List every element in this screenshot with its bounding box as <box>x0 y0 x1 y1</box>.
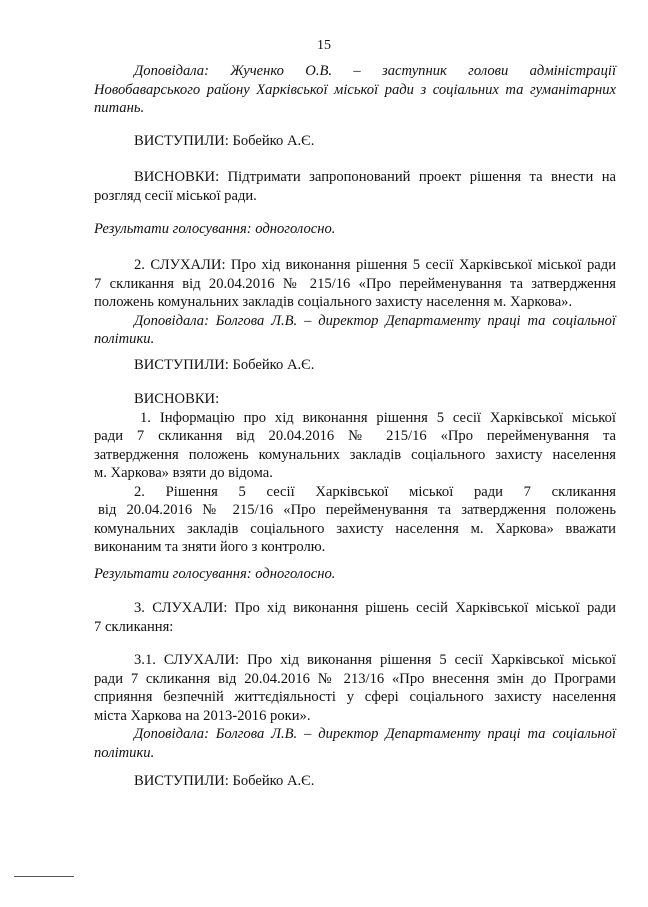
text-line: Доповідала: Жученко О.В. – заступник голови адміністрації <box>134 63 616 79</box>
speakers-paragraph-1: ВИСТУПИЛИ: Бобейко А.Є. <box>134 133 315 149</box>
voting-result-1: Результати голосування: одноголосно. <box>94 221 336 237</box>
text-line: 7 скликання: <box>94 618 174 635</box>
speakers-paragraph-2: ВИСТУПИЛИ: Бобейко А.Є. <box>134 357 315 373</box>
heard-paragraph-2 <box>94 256 616 349</box>
text-line: розгляд сесії міської ради. <box>94 187 257 204</box>
heard-paragraph-3-1 <box>94 651 616 762</box>
text-line: комунальних закладів соціального захисту населення м. Харкова» вважати <box>94 520 616 537</box>
text-line: 1. Інформацію про хід виконання рішення 5 сесії Харківської міської <box>140 409 616 426</box>
conclusions-paragraph-1 <box>94 168 616 205</box>
text-line: ради 7 скликання від 20.04.2016 № 215/16 «Про перейменування та <box>94 428 616 444</box>
text-line: положень комунальних закладів соціального захисту населення м. Харкова». <box>94 294 573 310</box>
text-line: 2. СЛУХАЛИ: Про хід виконання рішення 5 сесії Харківської міської ради <box>134 257 616 273</box>
reporter-paragraph-1 <box>94 62 616 118</box>
text-line: Доповідала: Болгова Л.В. – директор Департаменту праці та соціальної <box>134 726 616 742</box>
text-line: 2. Рішення 5 сесії Харківської міської ради 7 скликання <box>134 483 616 500</box>
conclusions-paragraph-2 <box>94 390 616 557</box>
text-line: затвердження положень комунальних закладів соціального захисту населення <box>94 446 616 463</box>
text-line: м. Харкова» взяти до відома. <box>94 465 273 481</box>
speakers-paragraph-3: ВИСТУПИЛИ: Бобейко А.Є. <box>134 773 315 789</box>
text-line: Новобаварського району Харківської міської ради з соціальних та гуманітарних <box>94 81 616 98</box>
text-line: міста Харкова на 2013-2016 роки». <box>94 707 311 724</box>
text-line: 7 скликання від 20.04.2016 № 215/16 «Про перейменування та затвердження <box>94 275 616 292</box>
text-line: 3. СЛУХАЛИ: Про хід виконання рішень сесій Харківської міської ради <box>134 600 616 616</box>
text-line: ради 7 скликання від 20.04.2016 № 213/16 «Про внесення змін до Програми <box>94 670 616 687</box>
heard-paragraph-3 <box>94 599 616 636</box>
text-line: виконаним та зняти його з контролю. <box>94 539 326 555</box>
conclusions-heading: ВИСНОВКИ: <box>134 391 220 407</box>
text-line: Доповідала: Болгова Л.В. – директор Департаменту праці та соціальної <box>134 312 616 329</box>
footnote-divider <box>14 876 74 877</box>
text-line: 3.1. СЛУХАЛИ: Про хід виконання рішення 5 сесії Харківської міської <box>134 652 616 668</box>
text-line: сприяння безпечній життєдіяльності у сфері соціального захисту населення <box>94 689 616 705</box>
page-number: 15 <box>317 38 331 53</box>
text-line: від 20.04.2016 № 215/16 «Про перейменування та затвердження положень <box>98 502 616 518</box>
voting-result-2: Результати голосування: одноголосно. <box>94 566 336 582</box>
text-line: політики. <box>94 744 155 761</box>
text-line: питань. <box>94 100 145 116</box>
text-line: політики. <box>94 331 155 347</box>
text-line: ВИСНОВКИ: Підтримати запропонований проект рішення та внести на <box>134 169 616 185</box>
